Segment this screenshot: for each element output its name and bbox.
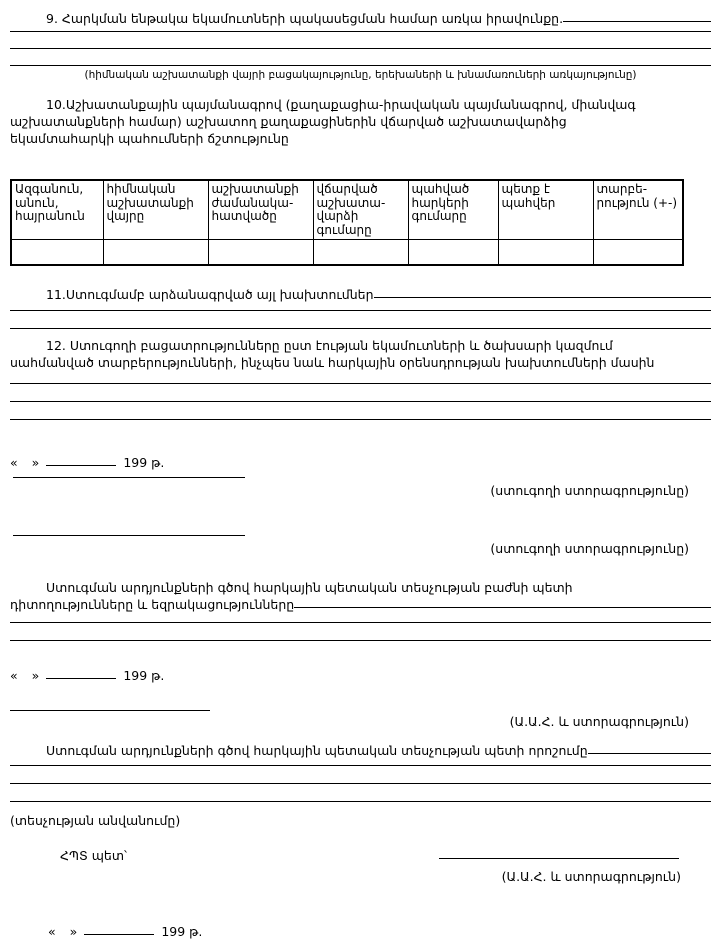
- item-10-line: 10.Աշխատանքային պայմանագրով (քաղաքացիա-իրավական պայմանագրով, միանվագ: [46, 97, 636, 112]
- spacer: [127, 847, 439, 864]
- col-withheld-taxes: պահված հարկերի գումարը: [408, 180, 498, 240]
- writing-line: [10, 311, 711, 329]
- item-10-paragraph: [10, 96, 711, 147]
- date-row-1: [10, 454, 711, 471]
- date-day-gap: [56, 923, 70, 940]
- item-12-line: սահմանված տարբերությունների, ինչպես նաև հարկային օրենսդրության խախտումների մասին: [10, 355, 655, 370]
- col-main-workplace: հիմնական աշխատանքի վայրը: [103, 180, 208, 240]
- withholdings-table: [10, 179, 684, 266]
- col-paid-salary: վճարված աշխատա-վարձի գումարը: [313, 180, 408, 240]
- item-12-line: 12. Ստուգողի բացատրությունները ըստ էության եկամուտների և ծախսարի կազմում: [46, 338, 613, 353]
- writing-line: [10, 49, 711, 66]
- chief-row: [10, 847, 711, 864]
- date-fill-line: [46, 454, 116, 466]
- date-open-quote: «: [10, 668, 18, 683]
- table-header-row: [11, 180, 683, 240]
- date-row-2: [10, 667, 711, 684]
- item-9-note: (հիմնական աշխատանքի վայրի բացակայությունը, երեխաների և խնամառուների առկայությունը): [84, 69, 637, 81]
- date-close-quote: »: [31, 668, 40, 683]
- writing-line: [10, 303, 711, 311]
- item-11-row: [10, 286, 711, 303]
- remarks-paragraph: [10, 579, 711, 613]
- writing-line: [10, 766, 711, 784]
- inspection-name-label: (տեսչության անվանումը): [10, 813, 181, 828]
- item-9-row: [10, 10, 711, 27]
- date-year: 199 թ.: [123, 455, 165, 470]
- date-close-quote: »: [69, 924, 78, 939]
- writing-line: [10, 623, 711, 641]
- fill-line-9: [563, 10, 711, 22]
- item-10-line: եկամտահարկի պահումների ճշտությունը: [10, 131, 289, 146]
- date-day-gap: [18, 454, 32, 471]
- date-open-quote: «: [48, 924, 56, 939]
- writing-line: [10, 384, 711, 402]
- date-open-quote: «: [10, 455, 18, 470]
- col-should-be-withheld: պետք է պահվեր: [498, 180, 593, 240]
- inspector-signature-label-2: (ստուգողի ստորագրությունը): [490, 541, 689, 556]
- table-empty-cell: [103, 240, 208, 266]
- writing-line: [10, 613, 711, 623]
- col-difference: տարբե-րություն (+-): [593, 180, 683, 240]
- writing-line: [10, 402, 711, 420]
- writing-line: [10, 784, 711, 802]
- name-signature-label-2: (Ա.Ա.Հ. և ստորագրություն): [501, 869, 681, 884]
- date-close-quote: »: [31, 455, 40, 470]
- table-empty-cell: [208, 240, 313, 266]
- date-year: 199 թ.: [161, 924, 203, 939]
- date-year: 199 թ.: [123, 668, 165, 683]
- table-empty-cell: [313, 240, 408, 266]
- item-9-text: 9. Հարկման ենթակա եկամուտների պակասեցման համար առկա իրավունքը.: [46, 11, 564, 26]
- table-empty-cell: [593, 240, 683, 266]
- table-empty-cell: [498, 240, 593, 266]
- date-fill-line: [84, 923, 154, 935]
- date-row-3: [10, 923, 711, 940]
- date-fill-line: [46, 667, 116, 679]
- decision-row: [10, 742, 711, 759]
- writing-line: [10, 32, 711, 49]
- writing-line: [10, 759, 711, 766]
- chief-signature-line: [439, 847, 679, 859]
- col-fullname: Ազգանուն, անուն, հայրանուն: [11, 180, 103, 240]
- table-empty-cell: [11, 240, 103, 266]
- inspector-signature-line-1: [13, 473, 245, 478]
- official-signature-line-1: [10, 706, 210, 711]
- item-12-paragraph: [10, 337, 711, 371]
- item-11-text: 11.Ստուգմամբ արձանագրված այլ խախտումներ: [46, 287, 374, 302]
- date-day-gap: [18, 667, 32, 684]
- decision-text: Ստուգման արդյունքների գծով հարկային պետական տեսչության պետի որոշումը: [46, 743, 588, 758]
- name-signature-label-1: (Ա.Ա.Հ. և ստորագրություն): [509, 714, 689, 729]
- item-10-line: աշխատանքների համար) աշխատող քաղաքացիներին վճարված աշխատավարձից: [10, 114, 567, 129]
- inspector-signature-line-2: [13, 531, 245, 536]
- hpt-chief-label: ՀՊՏ պետ՝: [60, 848, 127, 863]
- remarks-line: դիտողությունները և եզրակացությունները: [10, 597, 295, 612]
- inspector-signature-label-1: (ստուգողի ստորագրությունը): [490, 483, 689, 498]
- fill-line-11: [374, 286, 712, 298]
- writing-line: [10, 371, 711, 384]
- remarks-line: Ստուգման արդյունքների գծով հարկային պետական տեսչության բաժնի պետի: [46, 580, 573, 595]
- table-empty-row: [11, 240, 683, 266]
- fill-line-remarks: [294, 596, 711, 608]
- table-empty-cell: [408, 240, 498, 266]
- fill-line-decision: [588, 742, 711, 754]
- col-work-period: աշխատանքի ժամանակա-հատվածը: [208, 180, 313, 240]
